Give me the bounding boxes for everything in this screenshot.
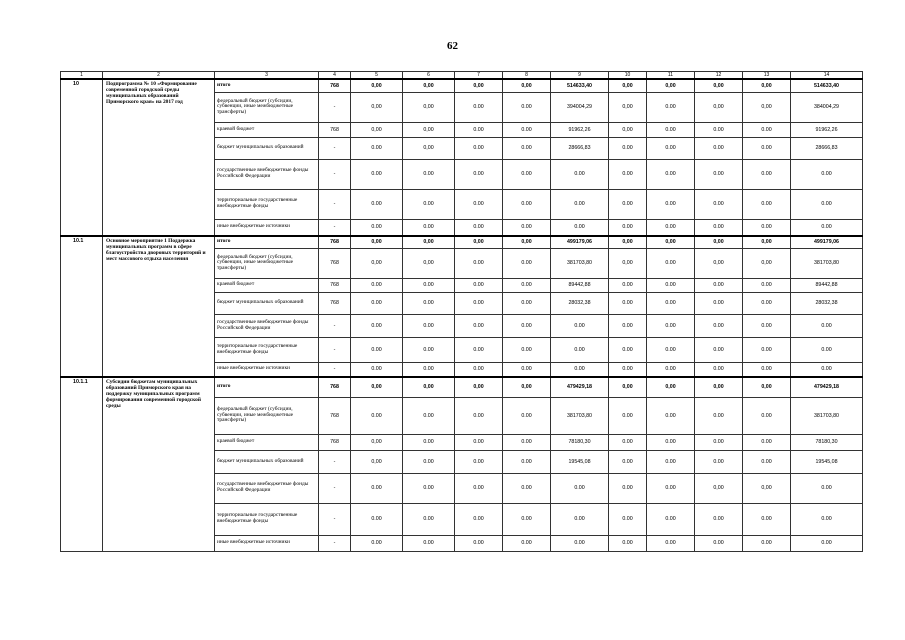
value-cell: 0.00 [403, 503, 455, 535]
value-cell: 0.00 [647, 397, 695, 434]
value-cell: 0.00 [647, 219, 695, 236]
value-cell: 0,00 [455, 377, 503, 397]
value-cell: 0.00 [403, 397, 455, 434]
funding-source: итого [215, 377, 319, 397]
value-cell: 0,00 [647, 236, 695, 248]
value-cell: 0.00 [695, 314, 743, 337]
value-cell: 0.00 [743, 397, 791, 434]
value-cell: 0.00 [695, 219, 743, 236]
value-cell: 0.00 [455, 434, 503, 450]
value-cell: 28032,38 [551, 292, 609, 314]
value-cell: 0.00 [791, 535, 863, 551]
value-cell: 0.00 [743, 189, 791, 219]
table-row [61, 79, 863, 92]
value-cell: 0.00 [455, 219, 503, 236]
value-cell: 0.00 [695, 292, 743, 314]
value-cell: 0.00 [609, 503, 647, 535]
value-cell: 0.00 [791, 314, 863, 337]
budget-code: 768 [319, 397, 351, 434]
value-cell: 0.00 [503, 189, 551, 219]
value-cell: 0,00 [743, 236, 791, 248]
value-cell: 0.00 [609, 362, 647, 377]
funding-source: государственные внебюджетные фонды Российской Федерации [215, 473, 319, 503]
funding-source: итого [215, 236, 319, 248]
item-number: 10.1 [61, 236, 103, 377]
value-cell: 0,00 [403, 92, 455, 122]
value-cell: 0,00 [455, 236, 503, 248]
funding-source: федеральный бюджет (субсидии, субвенции, иные межбюджетные трансферты) [215, 92, 319, 122]
value-cell: 0.00 [551, 189, 609, 219]
value-cell: 0,00 [609, 248, 647, 278]
item-name: Подпрограмма № 10 «Формирование современной городской среды муниципальных образований Приморского края» на 2017 год [103, 79, 215, 236]
value-cell: 0.00 [551, 159, 609, 189]
value-cell: 0.00 [695, 503, 743, 535]
value-cell: 0.00 [455, 122, 503, 137]
budget-code: 768 [319, 377, 351, 397]
header-cell: 12 [695, 72, 743, 80]
value-cell: 0.00 [351, 397, 403, 434]
value-cell: 0,00 [609, 236, 647, 248]
value-cell: 0.00 [647, 278, 695, 292]
value-cell: 0.00 [609, 159, 647, 189]
value-cell: 0.00 [791, 219, 863, 236]
value-cell: 0.00 [403, 337, 455, 362]
value-cell: 0.00 [743, 503, 791, 535]
value-cell: 0.00 [609, 278, 647, 292]
value-cell: 0.00 [455, 189, 503, 219]
value-cell: 0.00 [551, 362, 609, 377]
value-cell: 0,00 [403, 236, 455, 248]
header-cell: 8 [503, 72, 551, 80]
value-cell: 28032,38 [791, 292, 863, 314]
value-cell: 0.00 [403, 473, 455, 503]
funding-source: иные внебюджетные источники [215, 219, 319, 236]
value-cell: 0.00 [609, 314, 647, 337]
budget-code: - [319, 535, 351, 551]
value-cell: 19545,08 [551, 450, 609, 473]
value-cell: 0,00 [695, 236, 743, 248]
funding-source: федеральный бюджет (субсидии, субвенции, иные межбюджетные трансферты) [215, 397, 319, 434]
value-cell: 0.00 [647, 314, 695, 337]
value-cell: 0.00 [503, 535, 551, 551]
table-body [61, 72, 863, 552]
value-cell: 0.00 [351, 219, 403, 236]
item-name: Субсидии бюджетам муниципальных образований Приморского края на поддержку муниципальных программ формирования современной городской среды [103, 377, 215, 551]
value-cell: 0,00 [503, 79, 551, 92]
value-cell: 91962,26 [791, 122, 863, 137]
funding-source: краевой бюджет [215, 122, 319, 137]
value-cell: 0.00 [647, 434, 695, 450]
value-cell: 0.00 [351, 337, 403, 362]
value-cell: 0,00 [351, 79, 403, 92]
budget-code: - [319, 450, 351, 473]
value-cell: 0.00 [503, 503, 551, 535]
budget-code: 768 [319, 278, 351, 292]
value-cell: 0.00 [403, 434, 455, 450]
value-cell: 0,00 [403, 377, 455, 397]
value-cell: 0,00 [743, 92, 791, 122]
funding-source: территориальные государственные внебюджетные фонды [215, 503, 319, 535]
value-cell: 0.00 [609, 137, 647, 159]
value-cell: 0.00 [503, 137, 551, 159]
value-cell: 0.00 [455, 248, 503, 278]
funding-source: территориальные государственные внебюджетные фонды [215, 189, 319, 219]
value-cell: 0.00 [647, 122, 695, 137]
value-cell: 0.00 [455, 92, 503, 122]
budget-code: - [319, 362, 351, 377]
value-cell: 381703,80 [551, 248, 609, 278]
header-cell: 10 [609, 72, 647, 80]
value-cell: 28666,83 [791, 137, 863, 159]
value-cell: 0.00 [695, 159, 743, 189]
value-cell: 0.00 [647, 137, 695, 159]
value-cell: 0.00 [609, 219, 647, 236]
value-cell: 0.00 [455, 362, 503, 377]
header-row [61, 72, 863, 80]
value-cell: 0.00 [551, 473, 609, 503]
value-cell: 0.00 [695, 122, 743, 137]
value-cell: 0,00 [609, 92, 647, 122]
value-cell: 0,00 [647, 377, 695, 397]
value-cell: 0.00 [351, 189, 403, 219]
value-cell: 0,00 [695, 79, 743, 92]
value-cell: 0,00 [351, 236, 403, 248]
value-cell: 0.00 [351, 314, 403, 337]
value-cell: 0.00 [455, 159, 503, 189]
value-cell: 0.00 [551, 535, 609, 551]
value-cell: 0.00 [503, 159, 551, 189]
value-cell: 0.00 [503, 337, 551, 362]
value-cell: 499179,06 [791, 236, 863, 248]
budget-code: - [319, 159, 351, 189]
value-cell: 0.00 [503, 248, 551, 278]
value-cell: 0,00 [403, 79, 455, 92]
value-cell: 0.00 [551, 503, 609, 535]
item-name: Основное мероприятие 1 Поддержка муниципальных программ в сфере благоустройства дворовых территорий и мест массового отдыха населения [103, 236, 215, 377]
funding-source: краевой бюджет [215, 278, 319, 292]
value-cell: 0.00 [695, 278, 743, 292]
value-cell: 0.00 [609, 397, 647, 434]
value-cell: 0.00 [455, 314, 503, 337]
value-cell: 0.00 [743, 362, 791, 377]
budget-code: 768 [319, 236, 351, 248]
header-cell: 6 [403, 72, 455, 80]
budget-code: - [319, 92, 351, 122]
value-cell: 0,00 [609, 377, 647, 397]
value-cell: 0.00 [351, 535, 403, 551]
value-cell: 0.00 [455, 503, 503, 535]
funding-source: иные внебюджетные источники [215, 535, 319, 551]
funding-source: иные внебюджетные источники [215, 362, 319, 377]
value-cell: 384004,29 [791, 92, 863, 122]
value-cell: 0.00 [743, 434, 791, 450]
budget-code: - [319, 137, 351, 159]
value-cell: 0.00 [351, 292, 403, 314]
value-cell: 0.00 [403, 362, 455, 377]
value-cell: 0,00 [351, 434, 403, 450]
header-cell: 5 [351, 72, 403, 80]
value-cell: 91962,26 [551, 122, 609, 137]
value-cell: 0.00 [503, 292, 551, 314]
value-cell: 0.00 [695, 362, 743, 377]
value-cell: 0.00 [503, 473, 551, 503]
value-cell: 28666,83 [551, 137, 609, 159]
value-cell: 0.00 [647, 535, 695, 551]
funding-source: бюджет муниципальных образований [215, 450, 319, 473]
value-cell: 0.00 [647, 159, 695, 189]
value-cell: 0.00 [743, 450, 791, 473]
header-cell: 1 [61, 72, 103, 80]
value-cell: 0.00 [503, 314, 551, 337]
value-cell: 0.00 [609, 450, 647, 473]
header-cell: 13 [743, 72, 791, 80]
value-cell: 19545,08 [791, 450, 863, 473]
funding-source: федеральный бюджет (субсидии, субвенции, иные межбюджетные трансферты) [215, 248, 319, 278]
table-row [61, 377, 863, 397]
value-cell: 0.00 [647, 337, 695, 362]
value-cell: 0.00 [403, 278, 455, 292]
value-cell: 0.00 [403, 450, 455, 473]
value-cell: 381703,80 [551, 397, 609, 434]
value-cell: 514633,40 [551, 79, 609, 92]
header-cell: 4 [319, 72, 351, 80]
value-cell: 0.00 [403, 159, 455, 189]
value-cell: 0.00 [455, 535, 503, 551]
value-cell: 0.00 [791, 473, 863, 503]
header-cell: 9 [551, 72, 609, 80]
value-cell: 0.00 [791, 362, 863, 377]
value-cell: 0.00 [503, 219, 551, 236]
header-cell: 3 [215, 72, 319, 80]
value-cell: 0.00 [695, 337, 743, 362]
value-cell: 0.00 [503, 362, 551, 377]
value-cell: 0,00 [695, 473, 743, 503]
value-cell: 394004,29 [551, 92, 609, 122]
value-cell: 0.00 [695, 189, 743, 219]
value-cell: 0.00 [503, 397, 551, 434]
value-cell: 0.00 [695, 434, 743, 450]
budget-code: - [319, 503, 351, 535]
value-cell: 0.00 [551, 314, 609, 337]
item-number: 10.1.1 [61, 377, 103, 551]
value-cell: 0,00 [503, 236, 551, 248]
value-cell: 0,00 [403, 248, 455, 278]
value-cell: 0.00 [743, 122, 791, 137]
value-cell: 0.00 [609, 292, 647, 314]
header-cell: 11 [647, 72, 695, 80]
value-cell: 0.00 [503, 278, 551, 292]
value-cell: 0.00 [351, 503, 403, 535]
value-cell: 0.00 [455, 137, 503, 159]
value-cell: 0.00 [791, 337, 863, 362]
value-cell: 0.00 [455, 278, 503, 292]
header-cell: 14 [791, 72, 863, 80]
value-cell: 0.00 [351, 278, 403, 292]
value-cell: 0,00 [455, 79, 503, 92]
value-cell: 0.00 [503, 92, 551, 122]
funding-source: государственные внебюджетные фонды Российской Федерации [215, 314, 319, 337]
value-cell: 0.00 [647, 503, 695, 535]
value-cell: 0,00 [743, 473, 791, 503]
value-cell: 381703,80 [791, 397, 863, 434]
value-cell: 0.00 [743, 159, 791, 189]
value-cell: 0,00 [647, 79, 695, 92]
value-cell: 0,00 [695, 92, 743, 122]
value-cell: 0.00 [403, 292, 455, 314]
value-cell: 0,00 [351, 377, 403, 397]
value-cell: 0,00 [609, 79, 647, 92]
value-cell: 0,00 [695, 248, 743, 278]
value-cell: 0.00 [695, 535, 743, 551]
value-cell: 0.00 [647, 189, 695, 219]
budget-code: 768 [319, 79, 351, 92]
budget-code: 768 [319, 434, 351, 450]
value-cell: 0.00 [743, 314, 791, 337]
value-cell: 0.00 [551, 337, 609, 362]
value-cell: 0.00 [743, 337, 791, 362]
funding-source: бюджет муниципальных образований [215, 137, 319, 159]
value-cell: 0.00 [647, 362, 695, 377]
budget-code: 768 [319, 292, 351, 314]
value-cell: 0.00 [403, 189, 455, 219]
funding-source: краевой бюджет [215, 434, 319, 450]
budget-table [60, 71, 863, 552]
value-cell: 78180,30 [791, 434, 863, 450]
value-cell: 89442,88 [791, 278, 863, 292]
value-cell: 0,00 [743, 248, 791, 278]
value-cell: 0.00 [743, 219, 791, 236]
value-cell: 0.00 [791, 189, 863, 219]
value-cell: 0.00 [403, 314, 455, 337]
value-cell: 0.00 [695, 397, 743, 434]
value-cell: 0.00 [503, 434, 551, 450]
value-cell: 0.00 [351, 473, 403, 503]
value-cell: 514633,40 [791, 79, 863, 92]
funding-source: территориальные государственные внебюджетные фонды [215, 337, 319, 362]
value-cell: 89442,88 [551, 278, 609, 292]
value-cell: 0.00 [551, 219, 609, 236]
value-cell: 0.00 [403, 219, 455, 236]
value-cell: 0,00 [351, 450, 403, 473]
budget-code: - [319, 219, 351, 236]
value-cell: 0.00 [403, 535, 455, 551]
value-cell: 0.00 [351, 137, 403, 159]
budget-code: - [319, 314, 351, 337]
value-cell: 0.00 [455, 337, 503, 362]
value-cell: 381703,80 [791, 248, 863, 278]
value-cell: 0.00 [791, 503, 863, 535]
value-cell: 0,00 [503, 377, 551, 397]
value-cell: 0.00 [351, 159, 403, 189]
value-cell: 0,00 [351, 92, 403, 122]
value-cell: 0,00 [743, 377, 791, 397]
value-cell: 0.00 [609, 337, 647, 362]
value-cell: 0.00 [503, 450, 551, 473]
value-cell: 0,00 [743, 79, 791, 92]
value-cell: 0.00 [743, 292, 791, 314]
value-cell: 0.00 [743, 278, 791, 292]
value-cell: 78180,30 [551, 434, 609, 450]
value-cell: 0,00 [351, 122, 403, 137]
funding-source: государственные внебюджетные фонды Российской Федерации [215, 159, 319, 189]
value-cell: 0.00 [455, 473, 503, 503]
value-cell: 0.00 [647, 473, 695, 503]
value-cell: 0.00 [695, 137, 743, 159]
value-cell: 479429,18 [551, 377, 609, 397]
value-cell: 0.00 [647, 292, 695, 314]
value-cell: 0.00 [609, 189, 647, 219]
value-cell: 0,00 [403, 122, 455, 137]
value-cell: 0.00 [609, 535, 647, 551]
value-cell: 479429,18 [791, 377, 863, 397]
header-cell: 7 [455, 72, 503, 80]
value-cell: 0.00 [647, 248, 695, 278]
budget-code: - [319, 189, 351, 219]
value-cell: 0.00 [503, 122, 551, 137]
value-cell: 0,00 [351, 248, 403, 278]
value-cell: 0.00 [791, 159, 863, 189]
value-cell: 0.00 [455, 397, 503, 434]
value-cell: 0.00 [743, 535, 791, 551]
page-number: 62 [447, 40, 458, 52]
header-cell: 2 [103, 72, 215, 80]
funding-source: бюджет муниципальных образований [215, 292, 319, 314]
value-cell: 0,00 [695, 377, 743, 397]
value-cell: 0.00 [609, 473, 647, 503]
value-cell: 0.00 [647, 92, 695, 122]
value-cell: 0.00 [455, 292, 503, 314]
value-cell: 0.00 [351, 362, 403, 377]
funding-source: итого [215, 79, 319, 92]
value-cell: 0.00 [695, 450, 743, 473]
budget-code: - [319, 473, 351, 503]
budget-code: 768 [319, 122, 351, 137]
budget-code: 768 [319, 248, 351, 278]
value-cell: 0.00 [609, 434, 647, 450]
item-number: 10 [61, 79, 103, 236]
table-row [61, 236, 863, 248]
budget-code: - [319, 337, 351, 362]
value-cell: 0.00 [647, 450, 695, 473]
value-cell: 0.00 [743, 137, 791, 159]
value-cell: 0,00 [609, 122, 647, 137]
value-cell: 0,00 [403, 137, 455, 159]
value-cell: 0.00 [455, 450, 503, 473]
value-cell: 499179,06 [551, 236, 609, 248]
